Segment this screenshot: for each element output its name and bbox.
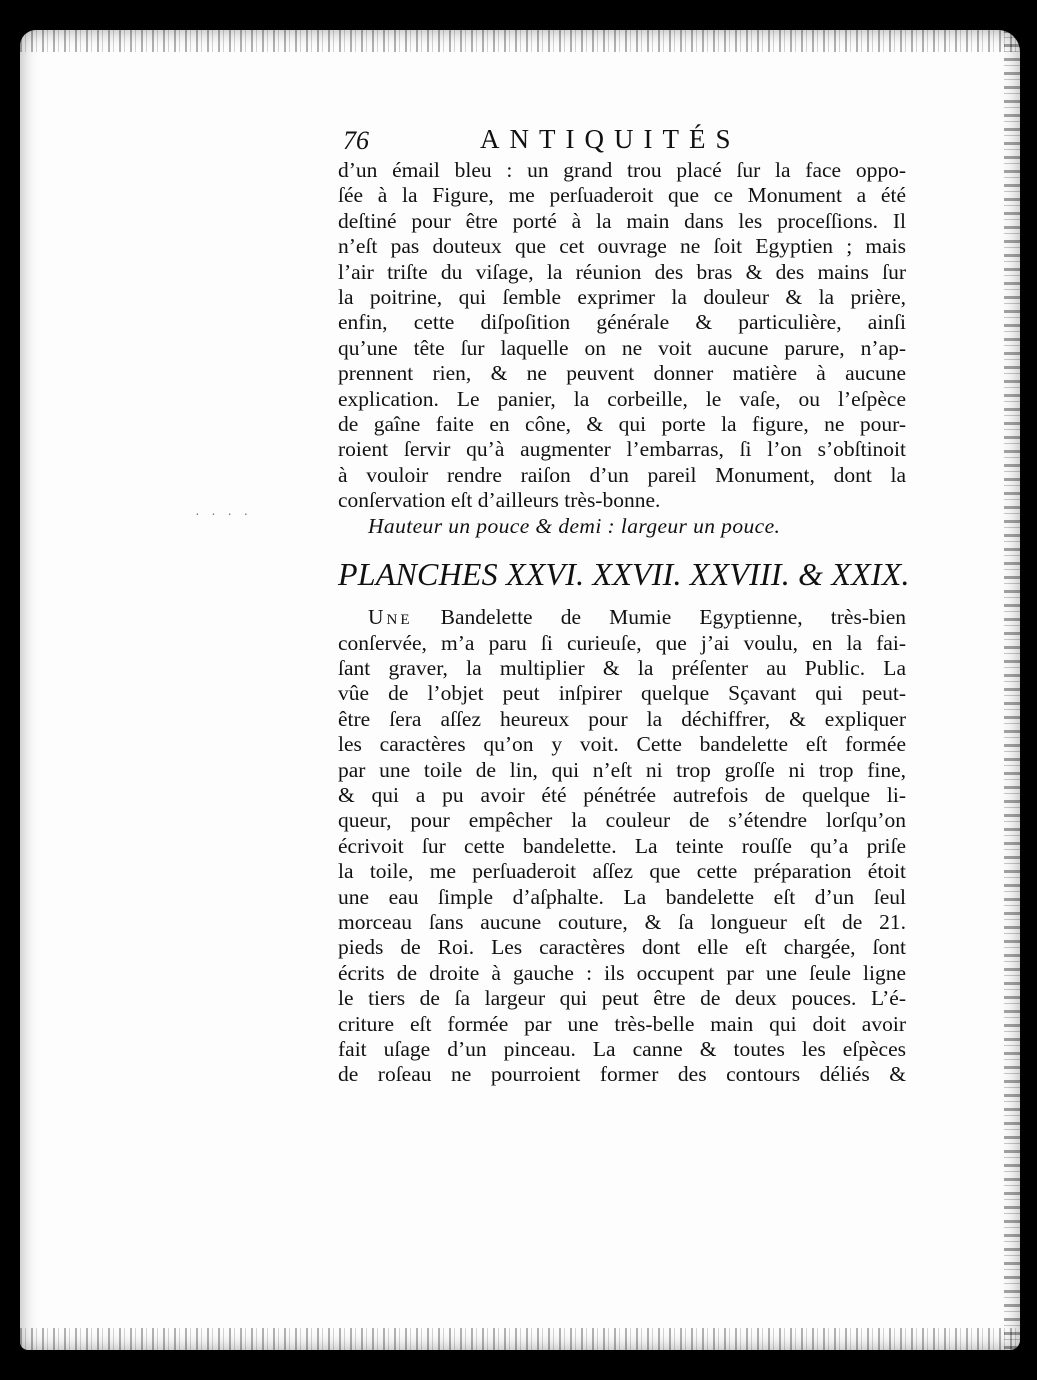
text-line: écrits de droite à gauche : ils occupent par une ſeule ligne: [338, 960, 906, 985]
text-line: l’air triſte du viſage, la réunion des bras & des mains ſur: [338, 259, 906, 284]
paragraph-2-first-line: [338, 605, 906, 630]
text-line: pieds de Roi. Les caractères dont elle eſt chargée, ſont: [338, 935, 906, 960]
text-line: une eau ſimple d’aſphalte. La bandelette eſt d’un ſeul: [338, 884, 906, 909]
text-line: deſtiné pour être porté à la main dans les proceſſions. Il: [338, 208, 906, 233]
text-line: les caractères qu’on y voit. Cette bandelette eſt formée: [338, 732, 906, 757]
text-line: la toile, me perſuaderoit aſſez que cette préparation étoit: [338, 859, 906, 884]
page-number: 76: [343, 126, 369, 155]
page-header: [343, 126, 943, 162]
text-line: vûe de l’objet peut inſpirer quelque Sçavant qui peut-: [338, 681, 906, 706]
paragraph-2: [338, 605, 906, 1088]
scan-edge-top: [20, 30, 1020, 52]
text-line: être ſera aſſez heureux pour la déchiffrer, & expliquer: [338, 706, 906, 731]
text-line: conſervation eſt d’ailleurs très-bonne.: [338, 488, 661, 513]
text-line: conſervée, m’a paru ſi curieuſe, que j’ai voulu, en la fai-: [338, 630, 906, 655]
margin-marks: · · · ·: [195, 508, 253, 523]
text-line: de gaîne faite en cône, & qui porte la figure, ne pour-: [338, 412, 906, 437]
text-line: le tiers de ſa largeur qui peut être de deux pouces. L’é-: [338, 986, 906, 1011]
text-line: écrivoit ſur cette bandelette. La teinte rouſſe qu’a priſe: [338, 833, 906, 858]
text-line: & qui a pu avoir été pénétrée autrefois de quelque li-: [338, 782, 906, 807]
text-line: par une toile de lin, qui n’eſt ni trop groſſe ni trop fine,: [338, 757, 906, 782]
dimensions-line: Hauteur un pouce & demi : largeur un pouce.: [368, 513, 781, 538]
text-line: de roſeau ne pourroient former des contours déliés &: [338, 1062, 906, 1087]
text-line: n’eſt pas douteux que cet ouvrage ne ſoit Egyptien ; mais: [338, 234, 906, 259]
section-title: PLANCHES XXVI. XXVII. XXVIII. & XXIX.: [338, 556, 910, 593]
scan-edge-right: [1004, 30, 1020, 1350]
scan-edge-bottom: [20, 1328, 1020, 1350]
page-body: [338, 158, 910, 1088]
text-line: explication. Le panier, la corbeille, le vaſe, ou l’eſpèce: [338, 386, 906, 411]
text-line: à vouloir rendre raiſon d’un pareil Monument, dont la: [338, 462, 906, 487]
text-line: la poitrine, qui ſemble exprimer la douleur & la prière,: [338, 285, 906, 310]
text-line: morceau ſans aucune couture, & ſa longueur eſt de 21.: [338, 909, 906, 934]
text-line: d’un émail bleu : un grand trou placé ſur la face oppo-: [338, 158, 906, 182]
text-line: enfin, cette diſpoſition générale & particulière, ainſi: [338, 310, 906, 335]
text-line: ſant graver, la multiplier & la préſenter au Public. La: [338, 655, 906, 680]
text-line: qu’une tête ſur laquelle on ne voit aucune parure, n’ap-: [338, 335, 906, 360]
text-line: queur, pour empêcher la couleur de s’étendre lorſqu’on: [338, 808, 906, 833]
text-line: criture eſt formée par une très-belle main qui doit avoir: [338, 1011, 906, 1036]
paragraph-1: [338, 158, 906, 514]
running-title: ANTIQUITÉS: [480, 124, 741, 154]
dropcap-word: Une: [368, 605, 413, 630]
text-line: roient ſervir qu’à augmenter l’embarras, ſi l’on s’obſtinoit: [338, 437, 906, 462]
text-line: fait uſage d’un pinceau. La canne & toutes les eſpèces: [338, 1037, 906, 1061]
text-line: prennent rien, & ne peuvent donner matière à aucune: [338, 361, 906, 386]
text-line: ſée à la Figure, me perſuaderoit que ce Monument a été: [338, 183, 906, 208]
first-line-text: Bandelette de Mumie Egyptienne, très-bien: [412, 605, 906, 630]
